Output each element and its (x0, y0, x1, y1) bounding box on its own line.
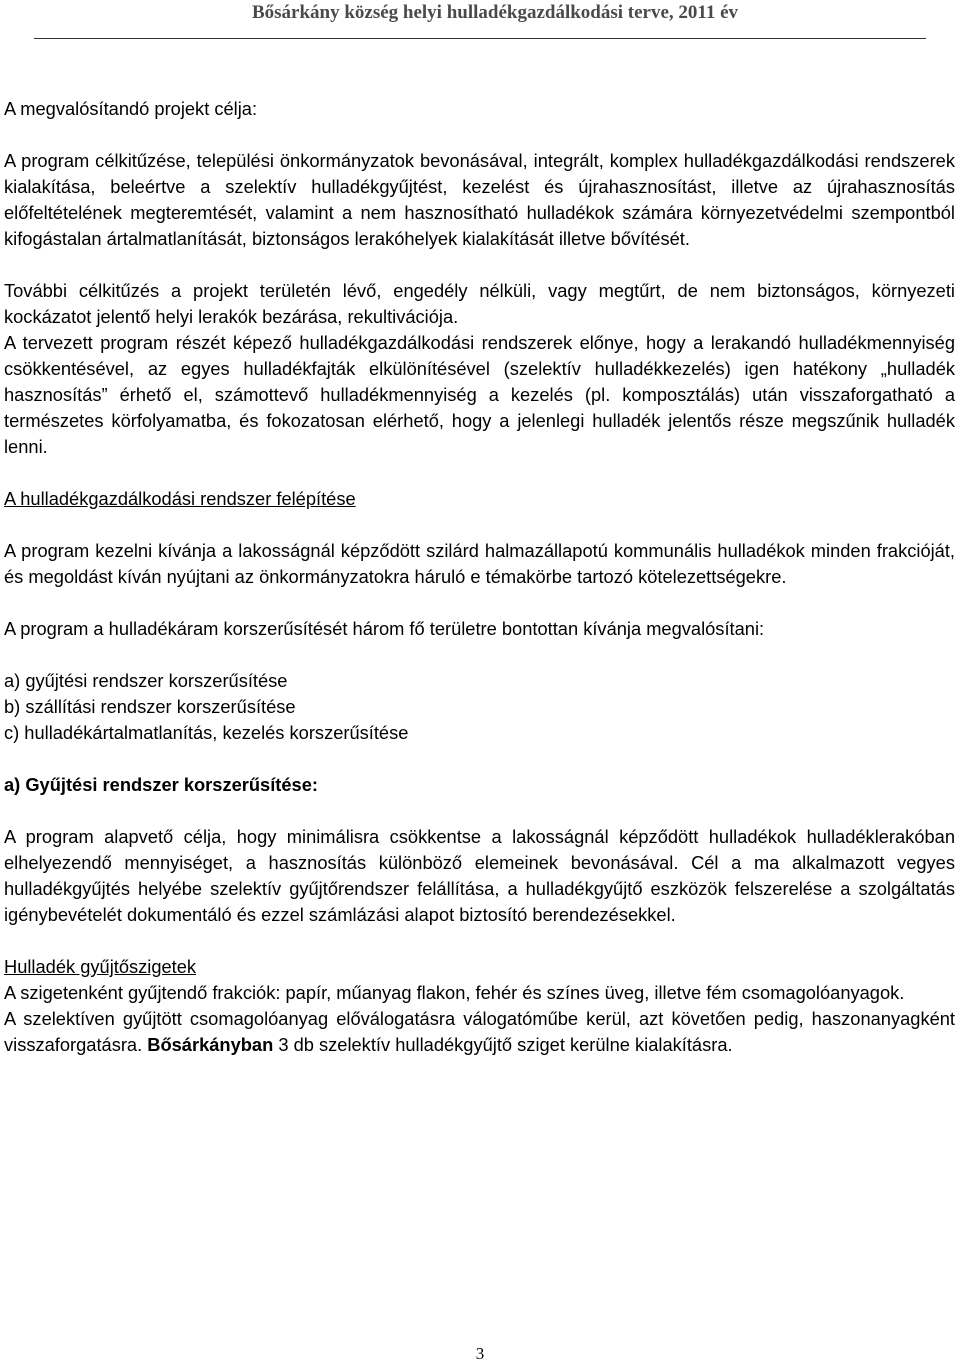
islands-heading (4, 954, 955, 980)
paragraph-further-goal: További célkitűzés a projekt területén lévő, engedély nélküli, vagy megtűrt, de nem biztonságos, környezeti kockázatot jelentő helyi lerakók bezárása, rekultivációja. (4, 280, 955, 327)
paragraph-fractions: A szigetenként gyűjtendő frakciók: papír, műanyag flakon, fehér és színes üveg, illetve fém csomagolóanyagok. (4, 982, 905, 1003)
village-name: Bősárkányban (147, 1034, 274, 1055)
structure-heading-text: A hulladékgazdálkodási rendszer felépítése (4, 488, 356, 509)
page-number: 3 (475, 1344, 485, 1363)
header-title: Bősárkány község helyi hulladékgazdálkodási terve, 2011 év (251, 2, 739, 23)
sorting-text-start: A szelektíven gyűjtött csomagolóanyag előválogatásra válogatóműbe kerül, azt követően pedig, haszonanyagként visszaforgatásra. (4, 1008, 955, 1055)
paragraph-three-areas: A program a hulladékáram korszerűsítését három fő területre bontottan kívánja megvalósítani: (4, 618, 765, 639)
paragraph-goal: A program célkitűzése, települési önkormányzatok bevonásával, integrált, komplex hulladékgazdálkodási rendszerek kialakítása, beleértve a szelektív hulladékgyűjtést, kezelést és újrahasznosítást, illetve az újrahasznosítás előfeltételének megteremtését, valamint a nem hasznosítható hulladékok számára környezetvédelmi szempontból kifogástalan ártalmatlanítását, biztonságos lerakóhelyek kialakítását illetve bővítését. (4, 150, 955, 249)
document-body (4, 96, 955, 1058)
paragraph-advantages: A tervezett program részét képező hulladékgazdálkodási rendszerek előnye, hogy a lerakandó hulladékmennyiség csökkentésével, az egyes hulladékfajták elkülönítésével (szelektív hulladékkezelés) igen hatékony „hulladék hasznosítás” érhető el, számottevő hulladékmennyiség a kezelés (pl. komposztálás) után visszaforgatható a természetes körfolyamatba, és fokozatosan elérhető, hogy a jelenlegi hulladék jelentős része megszűnik hulladék lenni. (4, 332, 955, 457)
page-header (0, 0, 960, 44)
paragraph-collection-goal: A program alapvető célja, hogy minimálisra csökkentse a lakosságnál képződött hulladékok hulladéklerakóban elhelyezendő mennyiséget, a hasznosítás különböző elemeinek bevonásával. Cél a ma alkalmazott vegyes hulladékgyűjtés helyébe szelektív gyűjtőrendszer felállítása, a hulladékgyűjtő eszközök felszerelése a szolgáltatás igénybevételét dokumentáló és ezzel számlázási alapot biztosító berendezésekkel. (4, 826, 955, 925)
collection-heading: a) Gyűjtési rendszer korszerűsítése: (4, 774, 318, 795)
list-item: a) gyűjtési rendszer korszerűsítése (4, 670, 288, 691)
list-item: c) hulladékártalmatlanítás, kezelés korszerűsítése (4, 722, 409, 743)
paragraph-program-scope: A program kezelni kívánja a lakosságnál képződött szilárd halmazállapotú kommunális hulladékok minden frakcióját, és megoldást kíván nyújtani az önkormányzatokra háruló e témakörbe tartozó kötelezettségekre. (4, 540, 955, 587)
sorting-text-end: 3 db szelektív hulladékgyűjtő sziget kerülne kialakításra. (273, 1034, 733, 1055)
paragraph-sorting (4, 1006, 955, 1058)
structure-heading (4, 486, 955, 512)
list-item: b) szállítási rendszer korszerűsítése (4, 696, 296, 717)
header-rule (34, 38, 926, 39)
islands-heading-text: Hulladék gyűjtőszigetek (4, 956, 197, 977)
goal-heading: A megvalósítandó projekt célja: (4, 98, 258, 119)
